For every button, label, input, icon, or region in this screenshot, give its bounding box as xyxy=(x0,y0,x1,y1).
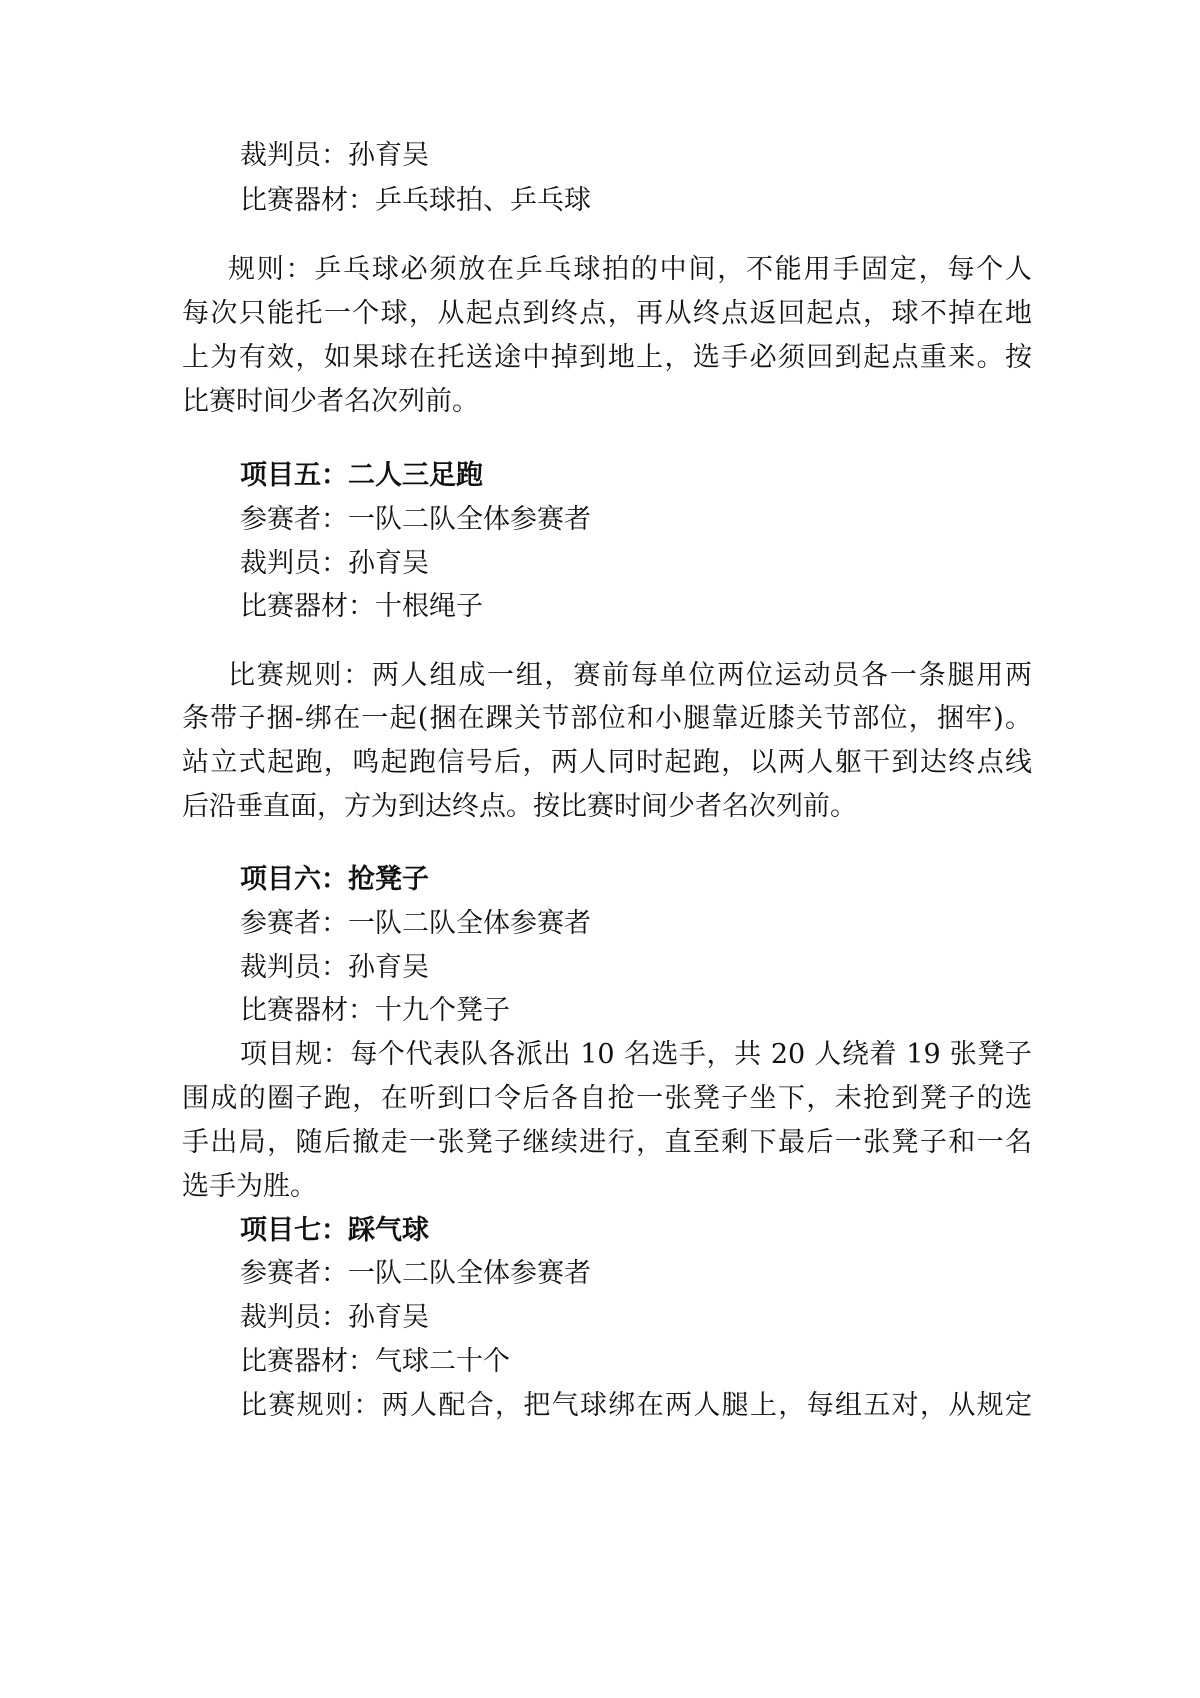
participants-line: 参赛者：一队二队全体参赛者 xyxy=(240,908,591,939)
rules-paragraph-line: 条带子捆-绑在一起(捆在踝关节部位和小腿靠近膝关节部位，捆牢)。 xyxy=(182,703,1032,734)
section-heading: 项目七：踩气球 xyxy=(240,1215,429,1246)
rules-paragraph-line: 比赛时间少者名次列前。 xyxy=(182,386,479,417)
rules-paragraph-line: 比赛规则：两人组成一组，赛前每单位两位运动员各一条腿用两 xyxy=(228,660,1032,691)
rules-paragraph-line: 站立式起跑，鸣起跑信号后，两人同时起跑，以两人躯干到达终点线 xyxy=(182,747,1032,778)
equipment-line: 比赛器材：十根绳子 xyxy=(240,591,483,622)
rules-paragraph-line: 项目规：每个代表队各派出 10 名选手，共 20 人绕着 19 张凳子 xyxy=(240,1039,1032,1070)
rules-paragraph-line: 选手为胜。 xyxy=(182,1171,317,1202)
participants-line: 参赛者：一队二队全体参赛者 xyxy=(240,1258,591,1289)
participants-line: 参赛者：一队二队全体参赛者 xyxy=(240,504,591,535)
rules-paragraph-line: 围成的圈子跑，在听到口令后各自抢一张凳子坐下，未抢到凳子的选 xyxy=(182,1083,1032,1114)
equipment-line: 比赛器材：气球二十个 xyxy=(240,1346,510,1377)
rules-paragraph-line: 上为有效，如果球在托送途中掉到地上，选手必须回到起点重来。按 xyxy=(182,342,1032,373)
equipment-line: 比赛器材：十九个凳子 xyxy=(240,995,510,1026)
rules-paragraph-line: 手出局，随后撤走一张凳子继续进行，直至剩下最后一张凳子和一名 xyxy=(182,1127,1032,1158)
equipment-line: 比赛器材：乒乓球拍、乒乓球 xyxy=(240,185,591,216)
referee-line: 裁判员：孙育吴 xyxy=(240,1302,429,1333)
referee-line: 裁判员：孙育吴 xyxy=(240,952,429,983)
rules-paragraph-line: 后沿垂直面，方为到达终点。按比赛时间少者名次列前。 xyxy=(182,791,857,822)
referee-line: 裁判员：孙育吴 xyxy=(240,140,429,171)
rules-paragraph-line: 规则：乒乓球必须放在乒乓球拍的中间，不能用手固定，每个人 xyxy=(228,254,1032,285)
section-heading: 项目五：二人三足跑 xyxy=(240,460,483,491)
referee-line: 裁判员：孙育吴 xyxy=(240,548,429,579)
rules-paragraph-line: 比赛规则：两人配合，把气球绑在两人腿上，每组五对，从规定 xyxy=(240,1390,1032,1421)
rules-paragraph-line: 每次只能托一个球，从起点到终点，再从终点返回起点，球不掉在地 xyxy=(182,298,1032,329)
section-heading: 项目六：抢凳子 xyxy=(240,864,429,895)
